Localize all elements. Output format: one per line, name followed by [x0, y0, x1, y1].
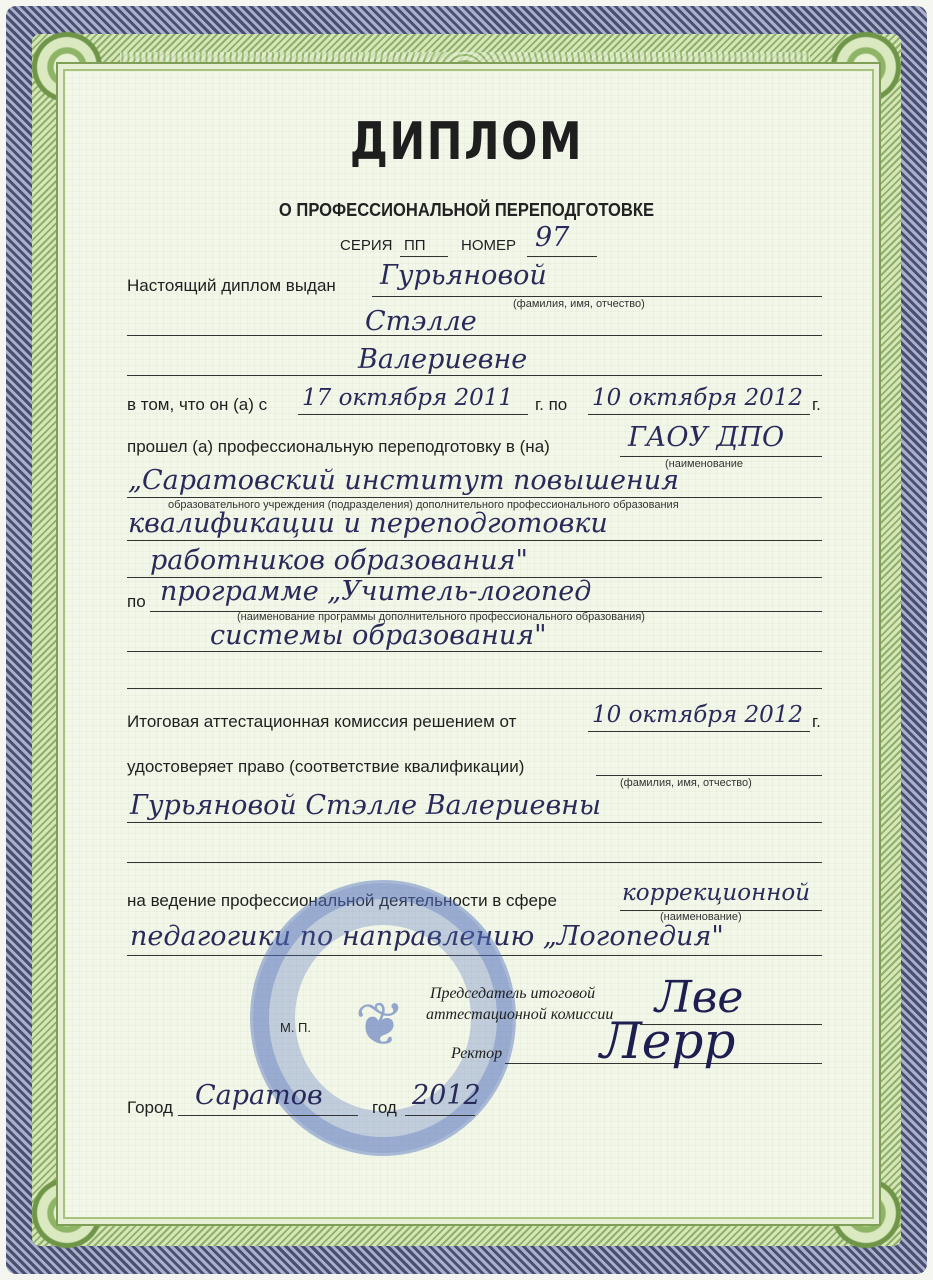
- org-line-3: работников образования": [150, 545, 528, 576]
- date-from: 17 октября 2011: [302, 385, 514, 411]
- activity-caption: (наименование): [660, 911, 742, 923]
- period-prefix: в том, что он (а) с: [127, 395, 268, 414]
- fio-caption: (фамилия, имя, отчество): [513, 298, 645, 310]
- date-to: 10 октября 2012: [592, 385, 804, 411]
- org-line-1: „Саратовский институт повышения: [128, 465, 679, 496]
- commission-year-suffix: г.: [812, 712, 821, 731]
- diploma-subtitle: О ПРОФЕССИОНАЛЬНОЙ ПЕРЕПОДГОТОВКЕ: [278, 200, 655, 220]
- city-label: Город: [127, 1098, 173, 1117]
- certifies-label: удостоверяет право (соответствие квалификации): [127, 757, 525, 776]
- holder-patronymic: Валериевне: [358, 344, 528, 375]
- program-caption: (наименование программы дополнительного профессионального образования): [237, 611, 645, 623]
- year-value: 2012: [412, 1080, 481, 1111]
- issued-to-label: Настоящий диплом выдан: [127, 276, 336, 295]
- commission-date: 10 октября 2012: [592, 702, 804, 728]
- number-value: 97: [535, 222, 570, 253]
- commission-label: Итоговая аттестационная комиссия решением от: [127, 712, 517, 731]
- diploma-title: ДИПЛОМ: [349, 112, 584, 172]
- holder-surname: Гурьяновой: [380, 260, 547, 291]
- fio-caption-2: (фамилия, имя, отчество): [620, 777, 752, 789]
- activity-line-1: коррекционной: [622, 880, 811, 906]
- year-suffix: г.: [812, 395, 821, 414]
- rector-label: Ректор: [451, 1045, 503, 1062]
- holder-first-name: Стэлле: [365, 306, 477, 337]
- eagle-emblem-icon: ❦: [354, 991, 406, 1058]
- activity-line-2: педагогики по направлению „Логопедия": [130, 921, 724, 952]
- program-prefix: по: [127, 592, 146, 611]
- program-line-2: системы образования": [210, 620, 547, 651]
- rector-signature: Лерр: [600, 1012, 736, 1070]
- number-label: НОМЕР: [461, 237, 517, 254]
- year-label: год: [372, 1098, 397, 1117]
- org-caption: (наименование: [665, 458, 744, 470]
- passed-label: прошел (а) профессиональную переподготовку в (на): [127, 437, 550, 456]
- activity-label: на ведение профессиональной деятельности в сфере: [127, 891, 557, 910]
- chair-label-line-1: Председатель итоговой: [430, 985, 596, 1002]
- holder-full-name: Гурьяновой Стэлле Валериевны: [130, 790, 601, 821]
- city-value: Саратов: [195, 1080, 323, 1111]
- series-label: СЕРИЯ: [340, 237, 393, 254]
- org-type-caption: образовательного учреждения (подразделения) дополнительного профессионального образования: [168, 499, 679, 511]
- chair-label-line-2: аттестационной комиссии: [426, 1006, 614, 1023]
- org-line-2: квалификации и переподготовки: [128, 508, 608, 539]
- series-value: ПП: [404, 237, 426, 254]
- chair-signature: Лве: [655, 972, 744, 1023]
- period-to-label: г. по: [535, 395, 568, 414]
- program-line-1: программе „Учитель-логопед: [160, 576, 592, 607]
- stamp-place-label: М. П.: [280, 1020, 312, 1035]
- org-short-name: ГАОУ ДПО: [628, 422, 785, 453]
